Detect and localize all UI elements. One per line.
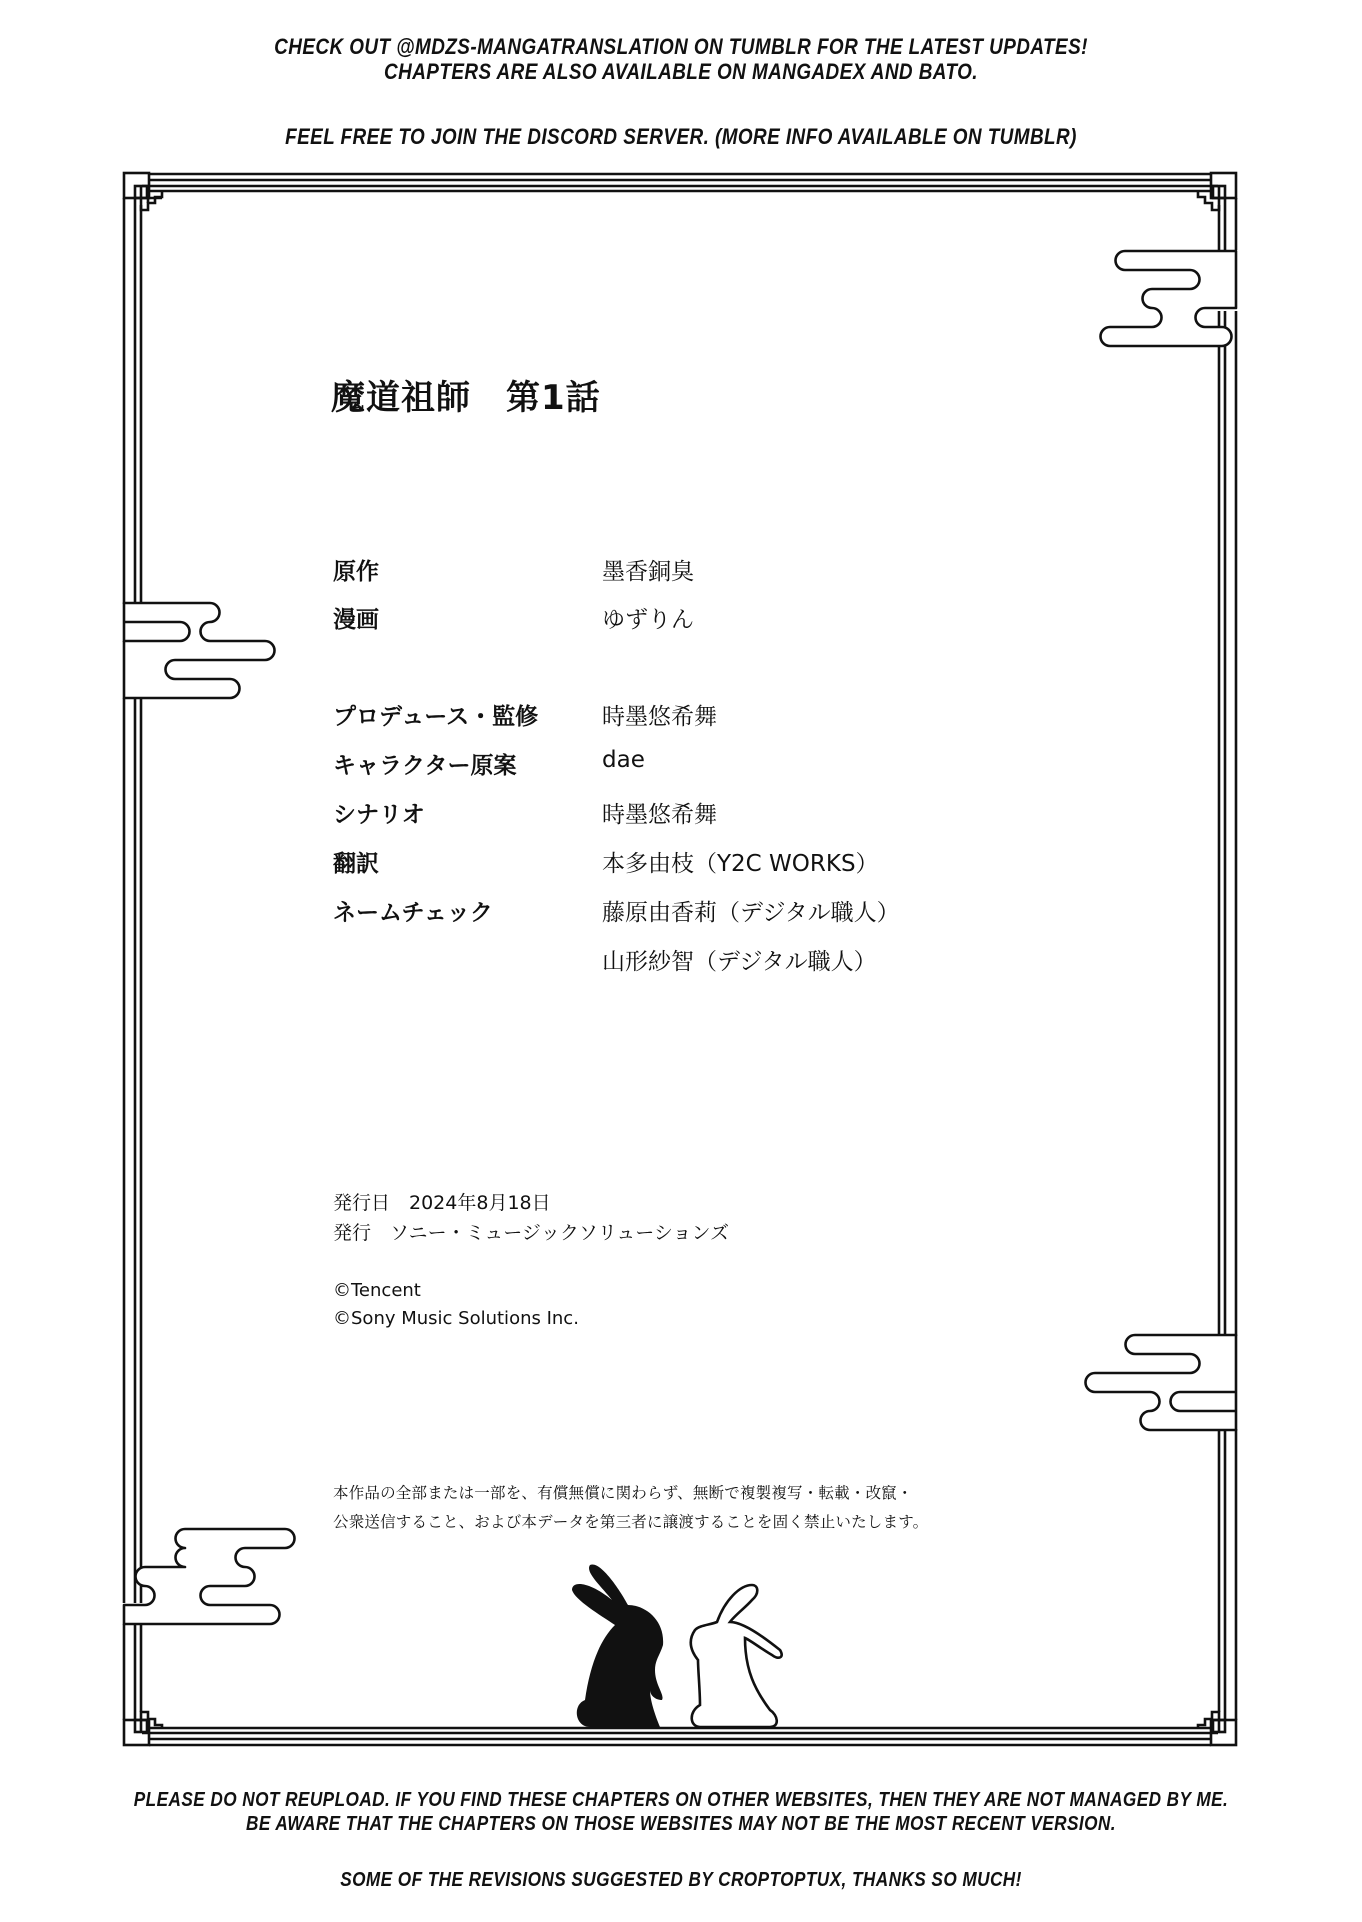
white-rabbit-icon: [691, 1585, 782, 1727]
credit-value: 山形紗智（デジタル職人）: [602, 949, 877, 975]
credit-label: プロデュース・監修: [333, 704, 539, 730]
header-notice-line-1: CHECK OUT @MDZS-MANGATRANSLATION ON TUMBLR FOR THE LATEST UPDATES!: [274, 34, 1088, 59]
credit-label: シナリオ: [333, 802, 425, 828]
right-border: [1219, 198, 1236, 1720]
left-border: [124, 198, 141, 1720]
disclaimer-line-2: 公衆送信すること、および本データを第三者に譲渡することを固く禁止いたします。: [333, 1513, 929, 1531]
credit-label: 原作: [333, 559, 379, 585]
disclaimer-line-1: 本作品の全部または一部を、有償無償に関わらず、無断で複製複写・転載・改竄・: [333, 1484, 913, 1502]
credit-value: 時墨悠希舞: [602, 704, 717, 730]
copyright-sony: ©Sony Music Solutions Inc.: [333, 1308, 579, 1329]
cloud-right-lower: [1086, 1335, 1237, 1430]
credit-label: キャラクター原案: [333, 753, 517, 779]
footer-notice-line-1: PLEASE DO NOT REUPLOAD. IF YOU FIND THESE CHAPTERS ON OTHER WEBSITES, THEN THEY ARE NOT MANAGED BY ME.: [133, 1789, 1229, 1811]
credit-value: dae: [602, 747, 645, 773]
cloud-top-right: [1101, 251, 1237, 346]
header-notice-line-2: CHAPTERS ARE ALSO AVAILABLE ON MANGADEX AND BATO.: [384, 59, 978, 84]
publisher: 発行 ソニー・ミュージックソリューションズ: [333, 1222, 729, 1244]
cloud-left-lower: [124, 1529, 295, 1624]
credit-value: 時墨悠希舞: [602, 802, 717, 828]
chapter-title: 魔道祖師 第1話: [331, 378, 601, 418]
header-notice-line-3: FEEL FREE TO JOIN THE DISCORD SERVER. (MORE INFO AVAILABLE ON TUMBLR): [285, 124, 1077, 149]
black-rabbit-icon: [572, 1564, 663, 1727]
copyright-tencent: ©Tencent: [333, 1280, 421, 1301]
credit-label: 翻訳: [333, 851, 379, 877]
credit-value: 藤原由香莉（デジタル職人）: [602, 900, 900, 926]
credit-value: 墨香銅臭: [602, 559, 694, 585]
footer-notice-line-3: SOME OF THE REVISIONS SUGGESTED BY CROPTOPTUX, THANKS SO MUCH!: [340, 1869, 1022, 1891]
cloud-left-upper: [124, 603, 275, 698]
credit-label: 漫画: [333, 607, 379, 633]
credit-label: ネームチェック: [333, 900, 493, 926]
footer-notice-line-2: BE AWARE THAT THE CHAPTERS ON THOSE WEBSITES MAY NOT BE THE MOST RECENT VERSION.: [246, 1813, 1116, 1835]
credit-value: 本多由枝（Y2C WORKS）: [602, 851, 879, 877]
credit-value: ゆずりん: [602, 607, 694, 633]
publication-date: 発行日 2024年8月18日: [333, 1192, 551, 1214]
